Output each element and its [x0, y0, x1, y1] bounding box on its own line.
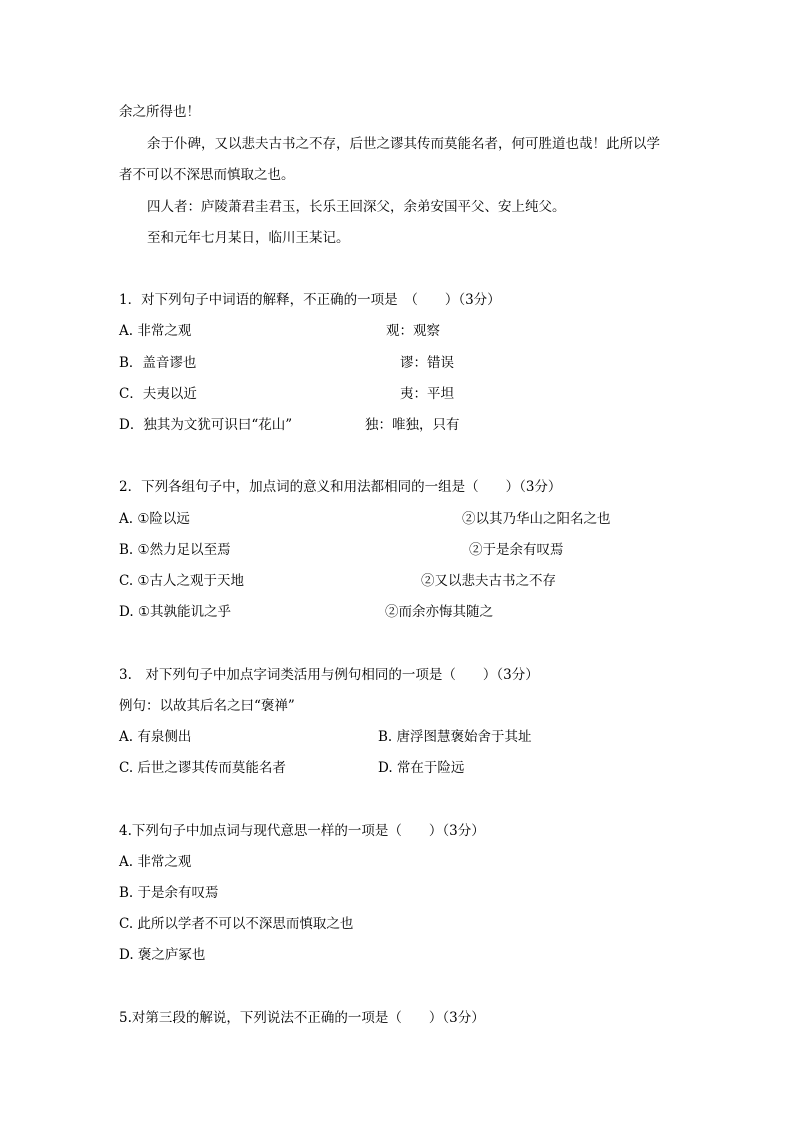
q3-option-b: B. 唐浮图慧褒始舍于其址 — [378, 729, 532, 745]
q4-option-c: C. 此所以学者不可以不深思而慎取之也 — [119, 916, 354, 932]
q2-option-b-1: B. ①然力足以至焉 — [119, 542, 231, 558]
q2-option-c-2: ②又以悲夫古书之不存 — [421, 573, 556, 589]
q4-option-d: D. 褒之庐冢也 — [119, 947, 206, 963]
q1-option-d-gloss: 独：唯独，只有 — [365, 417, 460, 433]
q3-option-d: D. 常在于险远 — [378, 760, 465, 776]
passage-line: 余之所得也！ — [119, 104, 200, 120]
q1-option-b-gloss: 谬：错误 — [400, 355, 454, 371]
passage-line: 者不可以不深思而慎取之也。 — [119, 167, 295, 183]
q2-option-a-1: A. ①险以远 — [119, 511, 190, 527]
q1-option-c-gloss: 夷：平坦 — [400, 386, 454, 402]
q2-option-d-1: D. ①其孰能讥之乎 — [119, 604, 232, 620]
question-2-stem: 2．下列各组句子中，加点词的意义和用法都相同的一组是（ ）（3分） — [119, 479, 562, 495]
question-4-stem: 4.下列句子中加点词与现代意思一样的一项是（ ）（3分） — [119, 823, 485, 839]
q3-option-a: A. 有泉侧出 — [119, 729, 192, 745]
q2-option-b-2: ②于是余有叹焉 — [469, 542, 564, 558]
q1-option-d: D．独其为文犹可识曰“花山” — [119, 417, 293, 433]
q2-option-c-1: C. ①古人之观于天地 — [119, 573, 245, 589]
question-3-stem: 3. 对下列句子中加点字词类活用与例句相同的一项是（ ）（3分） — [119, 667, 539, 683]
q1-option-b: B．盖音谬也 — [119, 355, 197, 371]
q4-option-b: B. 于是余有叹焉 — [119, 885, 219, 901]
q3-option-c: C. 后世之谬其传而莫能名者 — [119, 760, 286, 776]
passage-line: 四人者：庐陵萧君圭君玉，长乐王回深父，余弟安国平父、安上纯父。 — [147, 199, 566, 215]
passage-line: 余于仆碑，又以悲夫古书之不存，后世之谬其传而莫能名者，何可胜道也哉！此所以学 — [147, 136, 660, 152]
passage-line: 至和元年七月某日，临川王某记。 — [147, 230, 350, 246]
question-5-stem: 5.对第三段的解说，下列说法不正确的一项是（ ）（3分） — [119, 1010, 485, 1026]
q1-option-a: A. 非常之观 — [119, 323, 192, 339]
q3-example: 例句：以故其后名之曰“褒禅” — [119, 698, 295, 714]
q2-option-a-2: ②以其乃华山之阳名之也 — [462, 511, 611, 527]
q1-option-c: C．夫夷以近 — [119, 386, 197, 402]
question-1-stem: 1．对下列句子中词语的解释，不正确的一项是 （ ）（3分） — [119, 292, 501, 308]
q4-option-a: A. 非常之观 — [119, 854, 192, 870]
q2-option-d-2: ②而余亦悔其随之 — [385, 604, 493, 620]
q1-option-a-gloss: 观：观察 — [386, 323, 440, 339]
